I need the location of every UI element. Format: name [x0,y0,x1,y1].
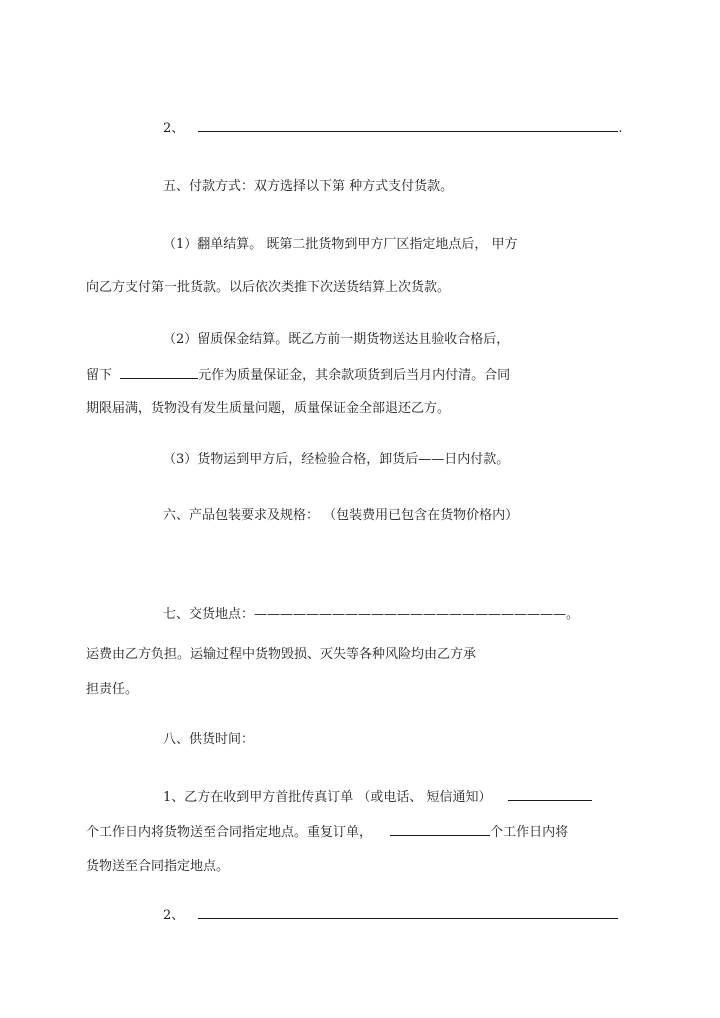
fill-in-blank [198,121,618,132]
supply-time-2-blank-line [163,907,618,925]
supply-time-1-line-3: 货物送至合同指定地点。 [86,859,230,874]
payment-option-1-line-1: （1）翻单结算。 既第二批货物到甲方厂区指定地点后， 甲方 [163,237,518,252]
fill-in-blank [508,790,592,801]
payment-option-2-line-3: 期限届满，货物没有发生质量问题，质量保证金全部退还乙方。 [86,401,451,416]
section-7-heading: 七、交货地点：————————————————————————。 [163,607,580,622]
payment-option-3: （3）货物运到甲方后，经检验合格，卸货后——日内付款。 [163,452,510,467]
section-5-heading: 五、付款方式：双方选择以下第 种方式支付货款。 [163,179,454,194]
fill-in-blank [390,825,490,836]
payment-option-2-line-1: （2）留质保金结算。既乙方前一期货物送达且验收合格后， [163,332,510,347]
payment-option-1-line-2: 向乙方支付第一批货款。以后依次类推下次送货结算上次货款。 [86,280,451,295]
supply-time-1-line-2 [86,824,568,842]
clause-number: 2、 [163,908,185,923]
payment-option-2-line-2 [86,367,510,385]
line-terminator: . [618,121,623,136]
fill-in-blank [120,368,198,379]
text-segment: 元作为质量保证金，其余款项货到后当月内付清。合同 [198,368,511,383]
section-7-line-2: 运费由乙方负担。运输过程中货物毁损、灭失等各种风险均由乙方承 [86,647,477,662]
supply-time-1-line-1 [163,789,592,807]
text-segment: 个工作日内将货物送至合同指定地点。重复订单， [86,825,373,840]
fill-in-blank [198,908,618,919]
text-segment: 1、乙方在收到甲方首批传真订单 （或电话、 短信通知） [163,790,492,805]
text-segment: 留下 [86,368,113,383]
clause-2-blank-line [163,120,623,138]
text-segment: 个工作日内将 [490,825,569,840]
clause-number: 2、 [163,121,185,136]
section-7-line-3: 担责任。 [86,682,139,697]
section-6-heading: 六、产品包装要求及规格： （包装费用已包含在货物价格内） [163,508,519,523]
section-8-heading: 八、供货时间： [163,732,255,747]
